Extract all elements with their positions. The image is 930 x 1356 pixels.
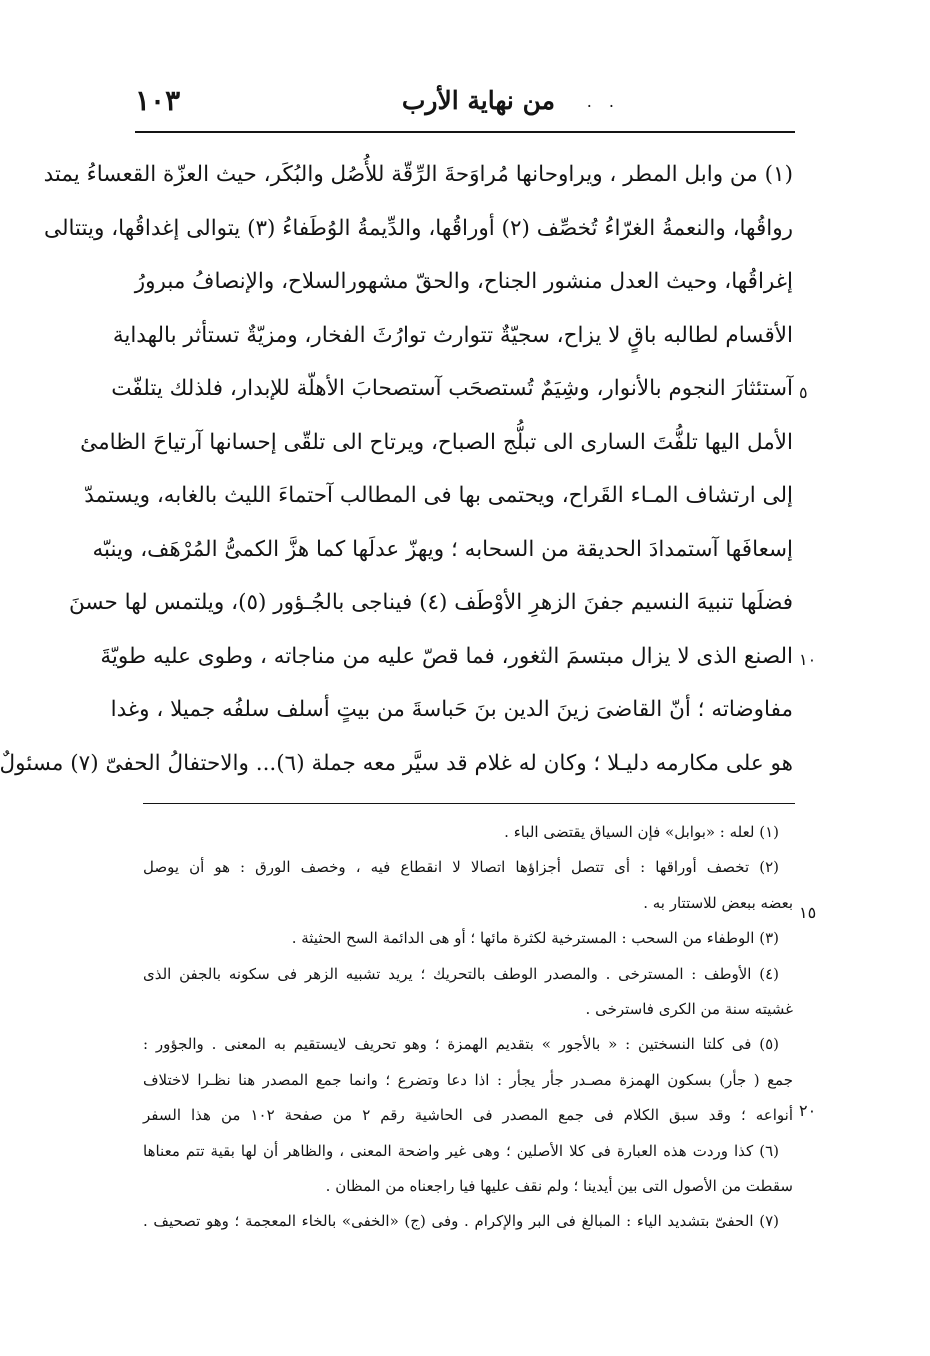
header-rule	[135, 131, 795, 133]
text-line: رواقُها، والنعمةُ الغرّاءُ تُخصِّف (٢) أوراقُها، والدِّيمةُ الوُطَفاءُ (٣) يتوالى إغداقُها، ويتتالى	[44, 215, 793, 241]
running-header	[135, 82, 795, 126]
footnotes-block	[143, 815, 793, 1240]
footnote-line: جمع ( جأر) بسكون الهمزة مصـدر جأر يجأر : اذا دعا وتضرع ؛ وانما جمع المصدر هنا نظـرا لاختلاف	[143, 1070, 793, 1089]
text-line: مفاوضاته ؛ أنّ القاضىَ زينَ الدين بنَ حَباسةَ من بيتٍ أسلف سلفُه جميلا ، وغدا	[110, 697, 793, 722]
text-line: إلى ارتشاف المـاء القَراح، ويحتمى بها فى المطالب آحتماءَ الليث بالغابه، ويستمدّ	[84, 483, 793, 508]
text-line: الصنع الذى لا يزال مبتسمَ الثغور، فما قصّ عليه من مناجاته ، وطوى عليه طويّةَ	[100, 643, 793, 669]
text-line: الأمل اليها تلفُّتَ السارى الى تبلُّج الصباح، ويرتاح الى تلقّى إحسانها آرتياحَ الظامئ	[80, 429, 793, 455]
header-dots: . .	[586, 92, 620, 111]
footnote-line: (٦) كذا وردت هذه العبارة فى كلا الأصلين ؛ وهى غير واضحة المعنى ، والظاهر أن لها بقية تتم معناها	[143, 1141, 779, 1160]
footnote-line: (٤) الأوطف : المسترخى . والمصدر الوطف بالتحريك ؛ يريد تشبيه الزهر فى سكونه بالجفن الذى	[143, 964, 779, 983]
footnote-separator	[143, 803, 795, 804]
footnote-line: (٥) فى كلتا النسختين : « بالأجور » بتقديم الهمزة ؛ وهو تحريف لايستقيم به المعنى . والجؤور :	[143, 1035, 779, 1054]
footnote-line: (١) لعله : «بوابل» فإن السياق يقتضى الباء .	[504, 823, 779, 841]
text-line: آستئثارَ النجوم بالأنوار، وشِيَمٌ تُستصحَب آستصحابَ الأهلّة للإبدار، فلذلك يتلفّت	[111, 376, 793, 401]
line-number-15: ١٥	[799, 903, 817, 922]
footnote-line: (٢) تخصف أوراقها : أى تتصل أجزاؤها اتصالا لا انقطاع فيه ، وخصف الورق : هو أن يوصل	[143, 858, 779, 877]
running-title: من نهاية الأرب	[401, 86, 555, 115]
text-line: إسعافَها آستمدادَ الحديقة من السحابه ؛ ويهزّ عدلَها كما هزَّ الكمىُّ المُرْهَف، وينبّه	[92, 536, 793, 562]
text-line: (١) من وابل المطر ، ويراوحانها مُراوَحةَ الرِّقّة للأُصُل والبُكَر، حيث العزّة القعساءُ يمتد	[43, 162, 793, 187]
text-line: إغراقُها، وحيث العدل منشور الجناح، والحقّ مشهورالسلاح، والإنصافُ مبرورُ	[134, 269, 793, 294]
text-line: هو على مكارمه دليـلا ؛ وكان له غلام قد سيَّر معه جملة (٦)... والاحتفالُ الحفىّ (٧) مسئولٌ	[0, 750, 793, 776]
page-number: ١٠٣	[135, 84, 181, 117]
footnote-line: بعضه ببعض للاستتار به .	[643, 893, 793, 912]
footnote-line: (٣) الوطفاء من السحب : المسترخية لكثرة مائها ؛ أو هى الدائمة السح الحثيثة .	[291, 929, 779, 948]
footnote-line: أنواعه ؛ وقد سبق الكلام فى جمع المصدر فى الحاشية رقم ٢ من صفحة ١٠٢ من هذا السفر	[143, 1106, 793, 1125]
footnote-line: غشيته سنة من الكرى فاسترخى .	[585, 999, 793, 1018]
text-line: فضلَها تنبيهَ النسيم جفنَ الزهرِ الأوْطَف (٤) فيناجى بالجُـؤور (٥)، ويلتمس لها حسنَ	[68, 590, 793, 615]
line-number-5: ٥	[799, 383, 808, 402]
line-number-20: ٢٠	[799, 1101, 817, 1120]
main-text-block	[0, 148, 793, 790]
footnote-line: سقطت من الأصول التى بين أيدينا ؛ ولم نقف عليها فيا راجعناه من المظان .	[325, 1176, 793, 1195]
line-number-10: ١٠	[799, 650, 817, 669]
text-line: الأقسام لطالبه باقٍ لا يزاح، سجيّةٌ تتوارث توارُثَ الفخار، ومزيّةٌ تستأثر بالهداية	[112, 322, 793, 348]
footnote-line: (٧) الحفىّ بتشديد الياء : المبالغ فى البر والإكرام . وفى (ج) «الخفى» بالخاء المعجمة ؛ وهو تصحيف .	[143, 1212, 779, 1231]
